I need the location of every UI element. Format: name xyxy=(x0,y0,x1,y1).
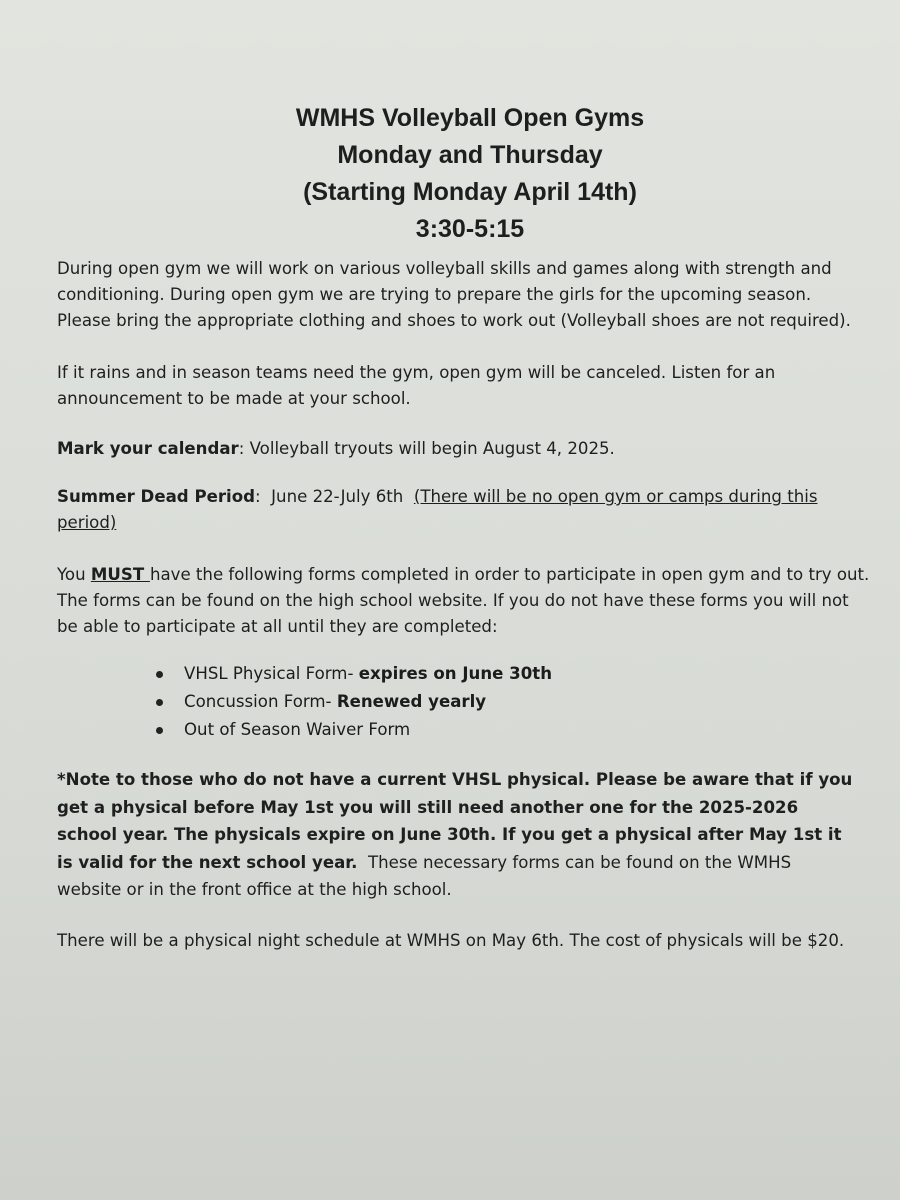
physical-night-paragraph: There will be a physical night schedule at WMHS on May 6th. The cost of physicals will be $20. xyxy=(57,931,845,950)
title-line-2: Monday and Thursday xyxy=(337,141,603,169)
dead-period-label: Summer Dead Period xyxy=(57,487,256,506)
bullet-icon xyxy=(156,699,163,706)
list-item xyxy=(150,716,552,744)
forms-intro-pre: You xyxy=(57,565,91,584)
title-line-3: (Starting Monday April 14th) xyxy=(303,178,637,206)
required-forms-list xyxy=(150,660,552,744)
dead-period-text: : June 22-July 6th xyxy=(255,487,414,506)
rain-notice-paragraph: If it rains and in season teams need the gym, open gym will be canceled. Listen for an announcement to be made at your school. xyxy=(57,363,776,408)
physical-note-paragraph xyxy=(57,766,857,904)
calendar-paragraph xyxy=(57,436,857,462)
calendar-label: Mark your calendar xyxy=(57,439,239,458)
list-item xyxy=(150,660,552,688)
intro-paragraph: During open gym we will work on various volleyball skills and games along with strength and conditioning. During open gym we are trying to prepare the girls for the upcoming season. Please bring the appropriate clothing and shoes to work out (Volleyball shoes are not required). xyxy=(57,259,851,330)
title-line-4: 3:30-5:15 xyxy=(415,215,525,243)
physical-note-regular: These necessary forms can be found on the WMHS website or in the front office at the high school. xyxy=(57,852,797,899)
form-name: Out of Season Waiver Form xyxy=(184,720,411,739)
forms-intro-paragraph xyxy=(57,562,872,640)
calendar-text: : Volleyball tryouts will begin August 4, 2025. xyxy=(238,439,615,458)
physical-note-bold: *Note to those who do not have a current VHSL physical. Please be aware that if you get a physical before May 1st you will still need another one for the 2025-2026 school year. The physicals expire on June 30th. If you get a physical after May 1st it is valid for the next school year. xyxy=(57,770,853,872)
form-name: VHSL Physical Form- xyxy=(184,664,359,683)
form-detail: Renewed yearly xyxy=(336,692,487,711)
flyer-title xyxy=(0,100,900,248)
bullet-icon xyxy=(156,671,163,678)
bullet-icon xyxy=(156,727,163,734)
forms-intro-emphasis: MUST xyxy=(90,565,150,584)
form-name: Concussion Form- xyxy=(184,692,337,711)
title-line-1: WMHS Volleyball Open Gyms xyxy=(295,104,645,132)
list-item xyxy=(150,688,552,716)
forms-intro-post: have the following forms completed in order to participate in open gym and to try out. The forms can be found on the high school website. If you do not have these forms you will not be able to participate at all until they are completed: xyxy=(57,565,870,636)
dead-period-paragraph xyxy=(57,484,857,536)
dead-period-note: (There will be no open gym or camps during this period) xyxy=(57,487,818,532)
form-detail: expires on June 30th xyxy=(358,664,553,683)
